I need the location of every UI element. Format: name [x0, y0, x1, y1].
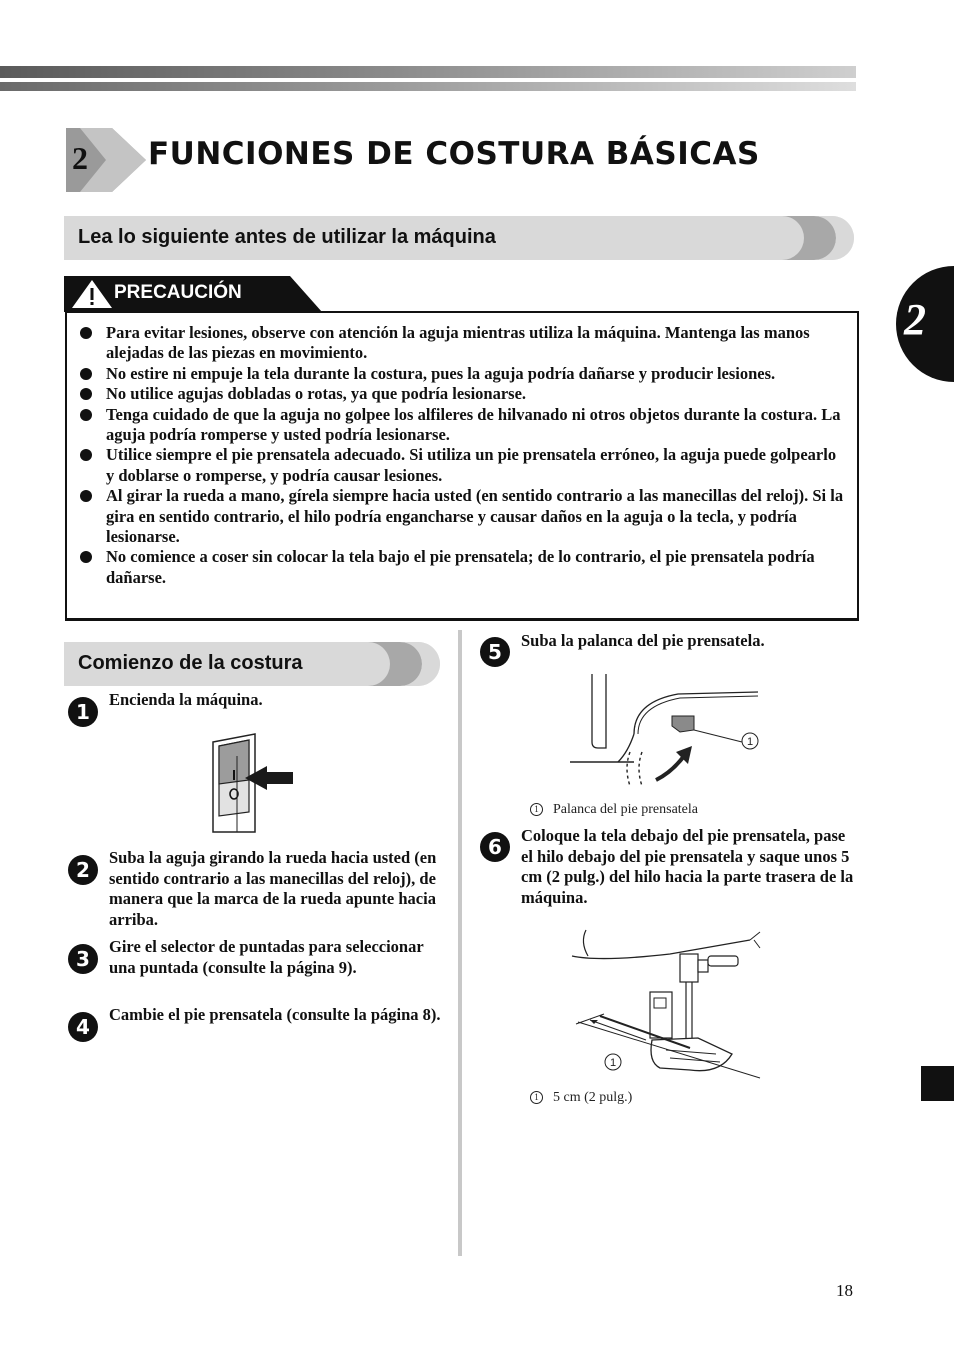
header-bar-top	[0, 66, 856, 78]
fig5-callout-number: 1	[746, 736, 754, 748]
section-title-comienzo: Comienzo de la costura	[78, 652, 303, 674]
step-number-badge: 1	[68, 697, 98, 727]
bullet-icon	[80, 388, 92, 400]
power-switch-illustration	[205, 732, 305, 836]
page-number: 18	[836, 1281, 853, 1300]
caution-item: No estire ni empuje la tela durante la costura, pues la aguja podría dañarse y producir lesiones.	[78, 364, 848, 384]
fig6-callout-number: 1	[609, 1057, 617, 1069]
bullet-icon	[80, 368, 92, 380]
callout-marker: 1	[530, 803, 543, 816]
step-6-text: Coloque la tela debajo del pie prensatela, pase el hilo debajo del pie prensatela y saque unos 5 cm (2 pulg.) del hilo hacia la parte trasera de la máquina.	[521, 826, 854, 907]
step-number-badge: 2	[68, 855, 98, 885]
caution-item: Al girar la rueda a mano, gírela siempre hacia usted (en sentido contrario a las manecillas del reloj). Si la gira en sentido contrario, el hilo podría engancharse y causar daños en la aguja o la tecla, y podría lesionarse.	[78, 486, 848, 547]
chapter-number: 2	[72, 140, 88, 176]
callout-marker: 1	[530, 1091, 543, 1104]
caution-item: No utilice agujas dobladas o rotas, ya que podría lesionarse.	[78, 384, 848, 404]
fig5-caption: 1 Palanca del pie prensatela	[530, 802, 698, 818]
caution-label: PRECAUCIÓN	[114, 282, 242, 303]
caution-item: Para evitar lesiones, observe con atención la aguja mientras utiliza la máquina. Mantenga las manos alejadas de las piezas en movimiento.	[78, 323, 848, 364]
bullet-icon	[80, 551, 92, 563]
section-bar-end-icon	[778, 216, 856, 260]
step-2-text: Suba la aguja girando la rueda hacia usted (en sentido contrario a las manecillas del reloj), de manera que la marca de la rueda apunte hacia arriba.	[109, 848, 437, 929]
bullet-icon	[80, 409, 92, 421]
caution-item: No comience a coser sin colocar la tela bajo el pie prensatela; de lo contrario, el pie prensatela podría dañarse.	[78, 547, 848, 588]
column-divider	[458, 630, 462, 1256]
side-tab-number: 2	[904, 295, 926, 344]
caution-list	[78, 323, 848, 588]
caution-item: Tenga cuidado de que la aguja no golpee los alfileres de hilvanado ni otros objetos durante la costura. La aguja podría romperse y usted podría lesionarse.	[78, 405, 848, 446]
section-title-lea: Lea lo siguiente antes de utilizar la máquina	[78, 226, 496, 248]
presser-foot-lever-illustration	[568, 672, 768, 792]
step-5-text: Suba la palanca del pie prensatela.	[521, 631, 765, 650]
step-1-text: Encienda la máquina.	[109, 690, 263, 709]
step-3-text: Gire el selector de puntadas para seleccionar una puntada (consulte la página 9).	[109, 937, 424, 977]
section-bar-end-icon	[364, 642, 442, 686]
bullet-icon	[80, 327, 92, 339]
chapter-title: FUNCIONES DE COSTURA BÁSICAS	[148, 136, 760, 172]
bullet-icon	[80, 449, 92, 461]
header-bar-bottom	[0, 82, 856, 91]
fabric-under-foot-illustration	[570, 928, 770, 1084]
step-number-badge: 5	[480, 637, 510, 667]
bullet-icon	[80, 490, 92, 502]
fig6-caption: 1 5 cm (2 pulg.)	[530, 1090, 632, 1106]
step-number-badge: 6	[480, 832, 510, 862]
step-number-badge: 3	[68, 944, 98, 974]
side-marker-square	[921, 1066, 954, 1101]
step-number-badge: 4	[68, 1012, 98, 1042]
caution-item: Utilice siempre el pie prensatela adecuado. Si utiliza un pie prensatela erróneo, la aguja puede golpearlo y doblarse o romperse, y podría causar lesiones.	[78, 445, 848, 486]
step-4-text: Cambie el pie prensatela (consulte la página 8).	[109, 1005, 441, 1024]
